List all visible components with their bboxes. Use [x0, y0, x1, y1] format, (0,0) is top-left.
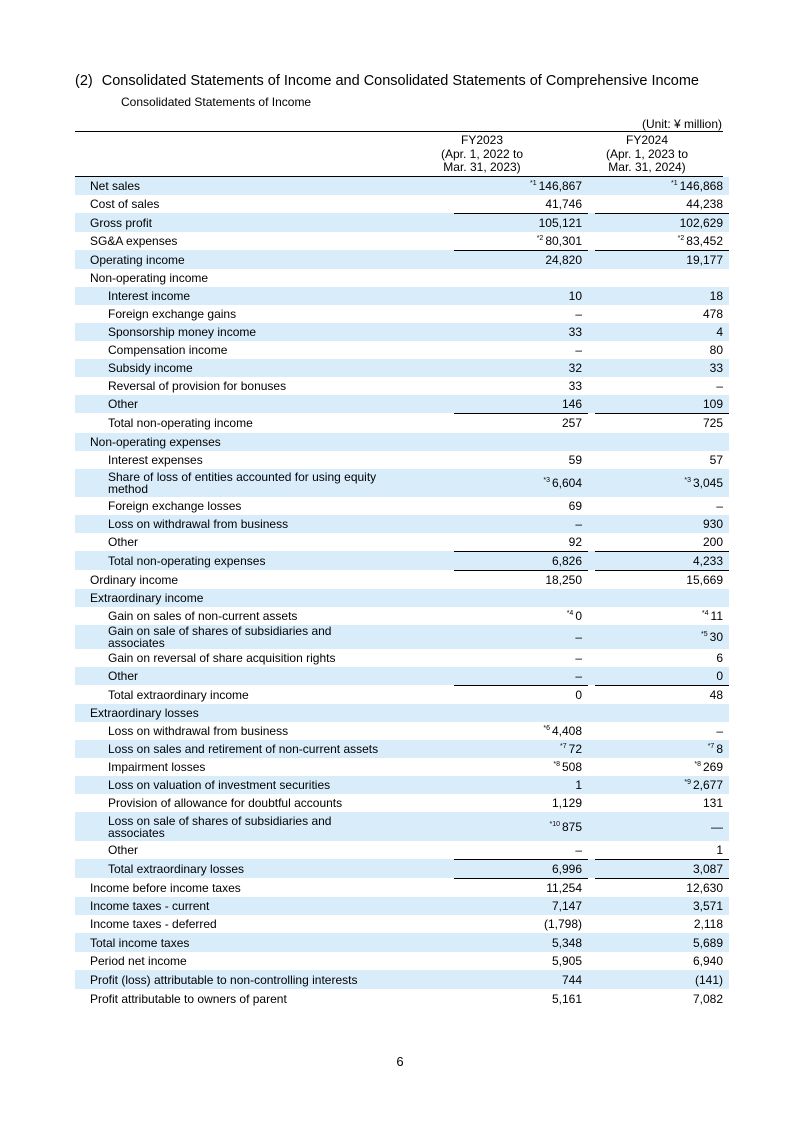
table-row [75, 897, 729, 915]
column-range-start: (Apr. 1, 2023 to [605, 146, 689, 161]
table-row [75, 589, 729, 607]
column-year: FY2024 [625, 133, 669, 147]
cell-value: 6,996 [551, 861, 583, 876]
table-row [75, 213, 729, 232]
footnote-marker: *10 [549, 820, 560, 828]
table-row [75, 812, 729, 841]
cell-fy2024 [595, 589, 729, 607]
cell-fy2023 [454, 841, 588, 859]
cell-value: 32 [568, 361, 583, 375]
cell-value: 83,452 [686, 233, 723, 248]
cell-fy2024 [595, 250, 729, 269]
cell-fy2024 [595, 625, 729, 649]
row-label: Compensation income [108, 343, 228, 357]
table-row [75, 989, 729, 1008]
cell-value: 4,408 [551, 724, 583, 738]
footnote-marker: *2 [677, 234, 685, 242]
row-label: Income before income taxes [90, 880, 241, 895]
cell-fy2023 [454, 305, 588, 323]
cell-fy2023 [454, 570, 588, 589]
cell-fy2024 [595, 395, 729, 413]
cell-fy2024 [595, 685, 729, 704]
table-row [75, 667, 729, 685]
cell-value: 6 [716, 651, 723, 665]
footnote-marker: *4 [701, 610, 709, 617]
row-label: Provision of allowance for doubtful accounts [108, 796, 343, 810]
cell-fy2023 [454, 232, 588, 250]
cell-fy2024 [595, 305, 729, 323]
table-row [75, 497, 729, 515]
table-row [75, 915, 729, 933]
cell-fy2024 [595, 933, 729, 952]
cell-value: 33 [568, 325, 583, 339]
cell-fy2023 [454, 794, 588, 812]
row-label: Sponsorship money income [75, 323, 447, 341]
cell-fy2023 [454, 469, 588, 497]
table-row [75, 841, 729, 859]
table-row [75, 469, 729, 497]
cell-fy2024 [595, 740, 729, 758]
row-label: Interest expenses [108, 453, 203, 467]
cell-value: 200 [702, 534, 723, 549]
row-label: Total extraordinary losses [75, 859, 447, 878]
cell-value: 269 [702, 760, 723, 774]
cell-fy2023 [454, 177, 588, 195]
cell-fy2024 [595, 515, 729, 533]
cell-fy2024 [595, 451, 729, 469]
cell-fy2024 [595, 551, 729, 570]
cell-fy2024 [595, 878, 729, 897]
cell-fy2023 [454, 740, 588, 758]
cell-fy2024 [595, 177, 729, 195]
cell-value: 6,826 [551, 553, 583, 568]
table-row [75, 952, 729, 970]
cell-fy2024 [595, 897, 729, 915]
row-label: Net sales [75, 177, 447, 195]
table-row [75, 859, 729, 878]
cell-value: 18 [709, 289, 723, 303]
table-row [75, 704, 729, 722]
top-rule [75, 131, 723, 132]
cell-value: 15,669 [686, 572, 723, 587]
row-label: Non-operating expenses [75, 433, 447, 451]
cell-value: 7,147 [551, 899, 583, 913]
cell-fy2023 [454, 195, 588, 213]
cell-value: 44,238 [686, 196, 723, 211]
cell-fy2024 [595, 794, 729, 812]
cell-fy2024 [595, 722, 729, 740]
cell-fy2024 [595, 812, 729, 841]
cell-value: 508 [561, 760, 583, 774]
cell-fy2024 [595, 269, 729, 287]
cell-value: 8 [716, 742, 723, 756]
table-row [75, 758, 729, 776]
table-row [75, 232, 729, 250]
cell-fy2023 [454, 704, 588, 722]
cell-fy2023 [454, 812, 588, 841]
cell-fy2023 [454, 395, 588, 413]
cell-value: 41,746 [545, 196, 583, 211]
cell-fy2024 [595, 667, 729, 685]
table-row [75, 776, 729, 794]
table-row [75, 794, 729, 812]
footnote-marker: *6 [543, 725, 550, 732]
cell-value: 80,301 [545, 233, 583, 248]
cell-fy2023 [454, 685, 588, 704]
cell-fy2024 [595, 433, 729, 451]
cell-value: 3,571 [692, 899, 723, 913]
cell-fy2024 [595, 952, 729, 970]
row-label: Gain on sales of non-current assets [108, 609, 298, 623]
row-label: Loss on sale of shares of subsidiaries and associates [75, 812, 447, 841]
cell-fy2023 [454, 413, 588, 433]
row-label: Other [75, 667, 447, 685]
footnote-marker: *5 [701, 631, 708, 638]
column-year: FY2023 [460, 133, 504, 147]
cell-value: 4 [716, 325, 723, 339]
cell-value: 102,629 [679, 215, 723, 230]
footnote-marker: *4 [566, 610, 574, 617]
row-label: Income taxes - current [75, 897, 447, 915]
cell-value: 105,121 [538, 215, 583, 230]
footnote-marker: *1 [530, 180, 537, 187]
cell-value: 33 [709, 361, 723, 375]
row-label: Other [108, 843, 139, 857]
cell-fy2023 [454, 341, 588, 359]
table-row [75, 570, 729, 589]
footnote-marker: *2 [536, 234, 544, 242]
cell-fy2024 [595, 497, 729, 515]
row-label: Profit attributable to owners of parent [90, 991, 287, 1006]
cell-fy2024 [595, 859, 729, 878]
row-label: Non-operating income [90, 271, 209, 285]
table-row [75, 395, 729, 413]
cell-fy2023 [454, 213, 588, 232]
footnote-marker: *3 [684, 477, 691, 484]
cell-value: 6,940 [692, 954, 723, 968]
cell-value: – [716, 724, 723, 738]
cell-fy2023 [454, 878, 588, 897]
cell-fy2024 [595, 570, 729, 589]
row-label: Total non-operating expenses [75, 551, 447, 570]
cell-value: 19,177 [686, 252, 723, 267]
table-row [75, 607, 729, 625]
cell-value: 4,233 [692, 553, 723, 568]
cell-value: 33 [568, 379, 583, 393]
row-label: SG&A expenses [90, 234, 178, 248]
row-label: Gross profit [75, 213, 447, 232]
section-number: (2) [75, 73, 93, 89]
table-row [75, 305, 729, 323]
cell-value: 1,129 [551, 796, 583, 810]
statement-subtitle: Consolidated Statements of Income [121, 95, 312, 109]
cell-value: – [575, 630, 583, 644]
row-label: Impairment losses [108, 760, 206, 774]
cell-fy2024 [595, 287, 729, 305]
table-row [75, 722, 729, 740]
cell-fy2024 [595, 413, 729, 433]
cell-value: 10 [568, 289, 583, 303]
cell-fy2023 [454, 667, 588, 685]
cell-value: 11 [710, 609, 723, 623]
cell-value: 48 [709, 687, 723, 702]
cell-value: 1 [716, 842, 723, 857]
footnote-marker: *7 [707, 743, 715, 750]
cell-value: 3,045 [692, 476, 723, 490]
row-label: Total extraordinary income [108, 687, 249, 702]
cell-value: 146,867 [538, 179, 583, 193]
table-row [75, 625, 729, 649]
cell-value: (141) [694, 972, 723, 987]
cell-fy2023 [454, 915, 588, 933]
row-label: Period net income [90, 954, 187, 968]
cell-fy2023 [454, 589, 588, 607]
table-row [75, 533, 729, 551]
table-row [75, 323, 729, 341]
cell-value: 0 [716, 668, 723, 683]
row-label: Income taxes - deferred [90, 917, 217, 931]
table-row [75, 878, 729, 897]
cell-fy2024 [595, 377, 729, 395]
cell-value: 146,868 [679, 179, 723, 193]
row-label: Loss on withdrawal from business [75, 515, 447, 533]
table-row [75, 970, 729, 989]
cell-value: 2,677 [692, 778, 723, 792]
cell-value: 1 [575, 778, 583, 792]
cell-value: 18,250 [545, 572, 583, 587]
cell-fy2023 [454, 269, 588, 287]
cell-value: 0 [575, 687, 583, 702]
column-header-fy2024 [572, 134, 722, 175]
cell-value: 80 [709, 343, 723, 357]
cell-value: 72 [568, 742, 583, 756]
cell-fy2023 [454, 859, 588, 878]
cell-value: 131 [702, 796, 723, 810]
cell-fy2023 [454, 377, 588, 395]
cell-value: 725 [702, 416, 723, 431]
row-label: Share of loss of entities accounted for using equity method [75, 469, 447, 497]
cell-fy2024 [595, 776, 729, 794]
cell-value: 30 [709, 630, 723, 644]
cell-value: – [575, 842, 583, 857]
table-row [75, 269, 729, 287]
table-row [75, 433, 729, 451]
column-range-end: Mar. 31, 2023) [443, 160, 521, 174]
cell-fy2023 [454, 758, 588, 776]
unit-label: (Unit: ¥ million) [641, 117, 722, 131]
cell-value: 5,905 [551, 954, 583, 968]
row-label: Other [108, 535, 139, 549]
row-label: Extraordinary losses [75, 704, 447, 722]
cell-value: – [575, 517, 583, 531]
table-row [75, 649, 729, 667]
cell-value: 744 [561, 972, 583, 987]
cell-fy2023 [454, 933, 588, 952]
row-label: Extraordinary income [75, 589, 447, 607]
cell-value: 5,348 [551, 935, 583, 950]
cell-fy2024 [595, 232, 729, 250]
section-title: Consolidated Statements of Income and Consolidated Statements of Comprehensive Income [101, 73, 699, 89]
cell-fy2023 [454, 625, 588, 649]
cell-fy2024 [595, 970, 729, 989]
row-label: Loss on withdrawal from business [108, 724, 289, 738]
page-number: 6 [396, 1054, 404, 1069]
row-label: Gain on sale of shares of subsidiaries and associates [75, 625, 447, 649]
table-row [75, 451, 729, 469]
row-label: Ordinary income [90, 572, 179, 587]
footnote-marker: *8 [553, 761, 560, 768]
cell-value: 7,082 [692, 991, 723, 1006]
cell-fy2023 [454, 250, 588, 269]
table-row [75, 359, 729, 377]
cell-fy2023 [454, 323, 588, 341]
footnote-marker: *9 [684, 779, 691, 786]
row-label: Subsidy income [75, 359, 447, 377]
cell-value: 478 [702, 307, 723, 321]
cell-fy2023 [454, 515, 588, 533]
cell-value: 24,820 [545, 252, 583, 267]
cell-fy2024 [595, 469, 729, 497]
cell-fy2023 [454, 722, 588, 740]
cell-value: – [575, 343, 583, 357]
cell-value: – [716, 379, 723, 393]
row-label: Total income taxes [75, 933, 447, 952]
cell-value: 5,689 [692, 935, 723, 950]
cell-fy2023 [454, 433, 588, 451]
cell-value: (1,798) [543, 917, 583, 931]
footnote-marker: *7 [560, 743, 567, 750]
cell-fy2023 [454, 533, 588, 551]
cell-value: 6,604 [551, 476, 583, 490]
cell-fy2024 [595, 195, 729, 213]
cell-value: – [575, 307, 583, 321]
cell-value: 257 [561, 416, 583, 431]
table-row [75, 195, 729, 213]
row-label: Gain on reversal of share acquisition rights [108, 651, 336, 665]
row-label: Interest income [75, 287, 447, 305]
row-label: Operating income [75, 250, 447, 269]
cell-value: – [716, 499, 723, 513]
cell-fy2023 [454, 649, 588, 667]
cell-fy2024 [595, 649, 729, 667]
footnote-marker: *8 [694, 761, 701, 768]
column-range-end: Mar. 31, 2024) [608, 160, 686, 174]
cell-fy2023 [454, 970, 588, 989]
cell-fy2024 [595, 841, 729, 859]
cell-value: 11,254 [546, 880, 583, 895]
cell-value: 3,087 [692, 861, 723, 876]
cell-value: 12,630 [686, 880, 723, 895]
row-label: Total non-operating income [108, 416, 253, 430]
table-row [75, 740, 729, 758]
cell-fy2024 [595, 323, 729, 341]
cell-fy2023 [454, 287, 588, 305]
footnote-marker: *3 [543, 477, 550, 484]
cell-fy2024 [595, 533, 729, 551]
cell-value: – [575, 651, 583, 665]
column-header-fy2023 [407, 134, 557, 175]
cell-value: 146 [561, 396, 583, 411]
cell-fy2023 [454, 497, 588, 515]
cell-value: – [575, 668, 583, 683]
table-row [75, 287, 729, 305]
cell-fy2024 [595, 704, 729, 722]
row-label: Cost of sales [90, 197, 160, 211]
cell-fy2023 [454, 451, 588, 469]
cell-value: 875 [561, 819, 583, 834]
income-statement-table [75, 177, 729, 1008]
section-heading [75, 73, 699, 89]
cell-value: 0 [575, 609, 583, 623]
cell-value: 2,118 [693, 917, 723, 931]
cell-fy2024 [595, 341, 729, 359]
table-row [75, 413, 729, 433]
cell-value: — [711, 819, 723, 834]
row-label: Reversal of provision for bonuses [108, 379, 287, 393]
cell-value: 930 [702, 517, 723, 531]
row-label: Profit (loss) attributable to non-controlling interests [75, 970, 447, 989]
cell-fy2023 [454, 359, 588, 377]
cell-value: 59 [568, 453, 583, 467]
cell-fy2024 [595, 758, 729, 776]
row-label: Foreign exchange losses [108, 499, 242, 513]
cell-fy2024 [595, 607, 729, 625]
table-row [75, 177, 729, 195]
cell-value: 92 [568, 534, 583, 549]
cell-fy2023 [454, 776, 588, 794]
table-row [75, 551, 729, 570]
cell-fy2024 [595, 915, 729, 933]
cell-fy2023 [454, 989, 588, 1008]
row-label: Loss on sales and retirement of non-current assets [75, 740, 447, 758]
table-row [75, 515, 729, 533]
table-row [75, 341, 729, 359]
table-row [75, 250, 729, 269]
column-range-start: (Apr. 1, 2022 to [440, 146, 524, 161]
table-row [75, 377, 729, 395]
row-label: Foreign exchange gains [108, 307, 237, 321]
cell-fy2024 [595, 359, 729, 377]
footnote-marker: *1 [670, 180, 678, 187]
cell-value: 69 [568, 499, 583, 513]
cell-fy2024 [595, 213, 729, 232]
table-row [75, 685, 729, 704]
cell-value: 57 [709, 453, 723, 467]
cell-value: 5,161 [551, 991, 583, 1006]
cell-fy2023 [454, 607, 588, 625]
cell-fy2023 [454, 952, 588, 970]
table-row [75, 933, 729, 952]
row-label: Loss on valuation of investment securities [75, 776, 447, 794]
row-label: Other [75, 395, 447, 413]
cell-fy2024 [595, 989, 729, 1008]
cell-fy2023 [454, 551, 588, 570]
cell-fy2023 [454, 897, 588, 915]
cell-value: 109 [702, 396, 723, 411]
